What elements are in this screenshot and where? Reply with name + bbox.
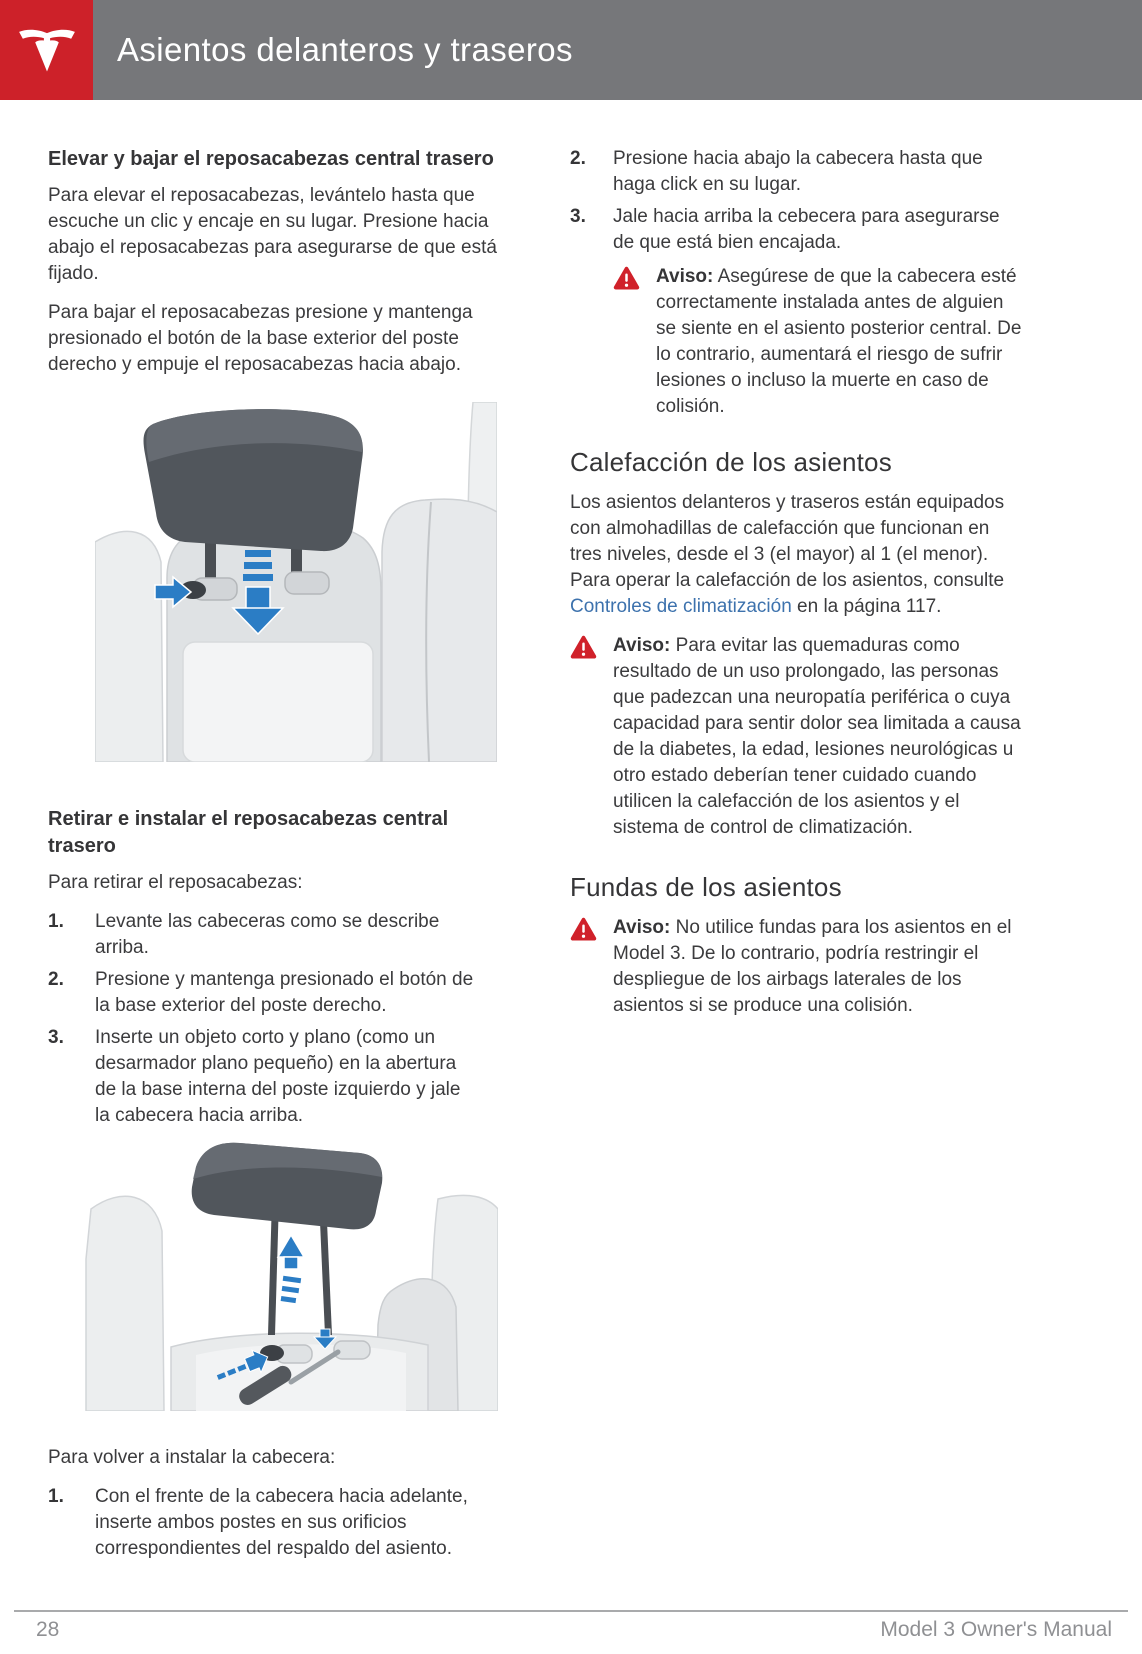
reinstall-steps-continued	[570, 146, 1025, 256]
heading-calefaccion: Calefacción de los asientos	[570, 447, 892, 477]
step-number: 3.	[48, 1027, 64, 1048]
step-number: 3.	[570, 206, 586, 227]
page-title: Asientos delanteros y traseros	[117, 31, 573, 68]
page-header	[0, 0, 1142, 100]
para-elevar: Para elevar el reposacabezas, levántelo hasta que escuche un clic y encaje en su lugar. Presione hacia abajo el reposacabezas para asegurarse de que está fijado.	[48, 185, 497, 284]
tesla-logo-block	[0, 0, 93, 100]
arrow-up-icon	[278, 1235, 304, 1269]
step-text: Jale hacia arriba la cebecera para asegurarse de que está bien encajada.	[613, 206, 1000, 253]
step-text: Presione hacia abajo la cabecera hasta que haga click en su lugar.	[613, 148, 983, 195]
list-item	[570, 146, 1025, 198]
climate-controls-link[interactable]: Controles de climatización	[570, 596, 792, 617]
warning-triangle-icon	[570, 915, 613, 1019]
footer-manual-title: Model 3 Owner's Manual	[880, 1618, 1112, 1641]
warning-body: Asegúrese de que la cabecera esté correctamente instalada antes de alguien se siente en el asiento posterior central. De lo contrario, aumentará el riesgo de sufrir lesiones o incluso la muerte en caso de colisión.	[656, 266, 1022, 417]
para-text: Los asientos delanteros y traseros están equipados con almohadillas de calefacción que funcionan en tres niveles, desde el 3 (el mayor) al 1 (el menor). Para operar la calefacción de los asientos, consulte	[570, 492, 1005, 591]
list-item	[48, 967, 498, 1019]
warning-body: Para evitar las quemaduras como resultado de un uso prolongado, las personas que padezcan una neuropatía periférica o cuya capacidad para sentir dolor sea limitada a causa de la diabetes, la edad, lesiones neurológicas u otro estado deberían tener cuidado cuando utilicen la calefacción de los asientos y el sistema de control de climatización.	[613, 635, 1021, 838]
list-item	[48, 1484, 498, 1562]
warning-triangle-icon	[570, 633, 613, 841]
warning-triangle-icon	[613, 264, 656, 420]
list-item	[570, 204, 1025, 256]
para-text: en la página 117.	[791, 596, 942, 617]
warning-text	[656, 264, 1025, 420]
warning-label: Aviso:	[656, 266, 714, 287]
para-bajar: Para bajar el reposacabezas presione y mantenga presionado el botón de la base exterior del poste derecho y empuje el reposacabezas hacia abajo.	[48, 302, 473, 375]
heading-retirar-instalar: Retirar e instalar el reposacabezas central trasero	[48, 808, 449, 857]
step-text: Levante las cabeceras como se describe arriba.	[95, 911, 440, 958]
step-text: Presione y mantenga presionado el botón de la base exterior del poste derecho.	[95, 969, 474, 1016]
list-item	[48, 1025, 498, 1129]
warning-headrest-installed	[613, 264, 1025, 420]
step-number: 2.	[48, 969, 64, 990]
remove-steps-list	[48, 909, 498, 1129]
para-reinstalar-intro: Para volver a instalar la cabecera:	[48, 1447, 336, 1468]
heading-elevar-bajar: Elevar y bajar el reposacabezas central trasero	[48, 148, 494, 170]
headrest-lower-illustration	[95, 402, 498, 770]
warning-seat-covers	[570, 915, 1025, 1019]
warning-label: Aviso:	[613, 635, 671, 656]
page-number: 28	[36, 1618, 60, 1641]
warning-text	[613, 915, 1025, 1019]
warning-body: No utilice fundas para los asientos en el Model 3. De lo contrario, podría restringir el despliegue de los airbags laterales de los asientos si se produce una colisión.	[613, 917, 1012, 1016]
tesla-logo-icon	[16, 16, 78, 85]
step-number: 1.	[48, 1486, 64, 1507]
reinstall-steps-list	[48, 1484, 498, 1562]
para-retirar-intro: Para retirar el reposacabezas:	[48, 872, 303, 893]
left-column	[48, 146, 498, 1568]
right-column	[570, 146, 1025, 1033]
step-text: Inserte un objeto corto y plano (como un desarmador plano pequeño) en la abertura de la base interna del poste izquierdo y jale la cabecera hacia arriba.	[95, 1027, 461, 1126]
step-number: 2.	[570, 148, 586, 169]
warning-text	[613, 633, 1025, 841]
para-calefaccion	[570, 490, 1025, 620]
step-number: 1.	[48, 911, 64, 932]
list-item	[48, 909, 498, 961]
step-text: Con el frente de la cabecera hacia adelante, inserte ambos postes en sus orificios correspondientes del respaldo del asiento.	[95, 1486, 468, 1559]
headrest-remove-illustration	[76, 1139, 498, 1419]
heading-fundas: Fundas de los asientos	[570, 872, 842, 902]
warning-label: Aviso:	[613, 917, 671, 938]
footer-divider	[14, 1610, 1128, 1612]
warning-burns	[570, 633, 1025, 841]
